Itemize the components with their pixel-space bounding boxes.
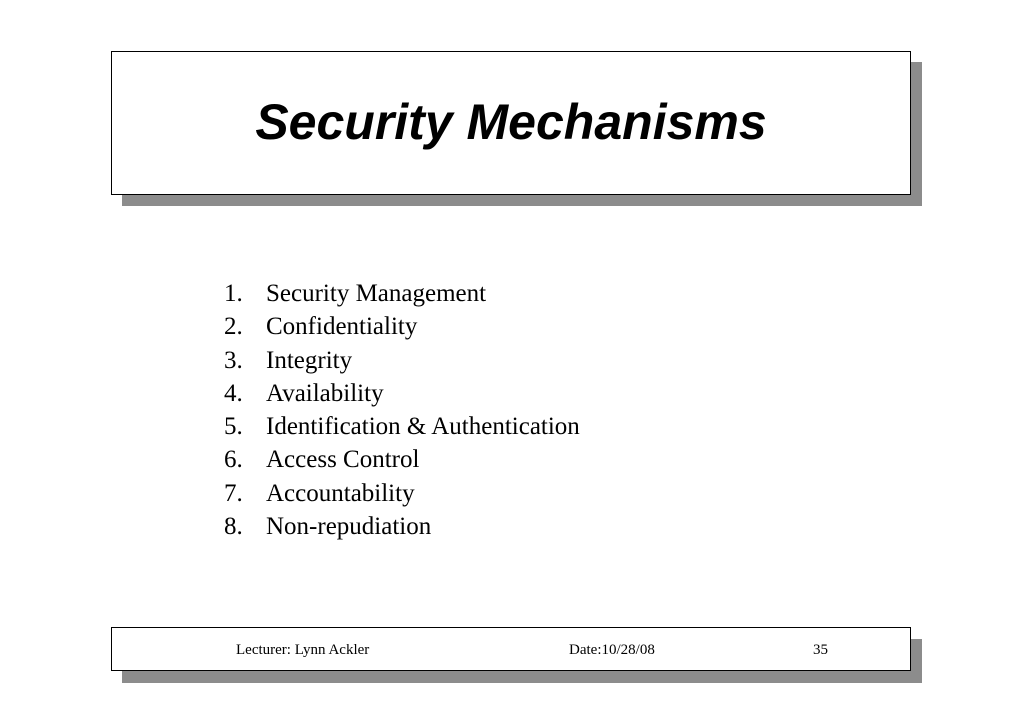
mechanism-list — [224, 277, 580, 543]
list-item-label: Access Control — [266, 446, 420, 474]
list-item-number: 6. — [224, 446, 243, 474]
list-item-number: 7. — [224, 479, 243, 507]
list-item — [224, 310, 580, 343]
list-item — [224, 277, 580, 310]
list-item — [224, 377, 580, 410]
footer-lecturer: Lecturer: Lynn Ackler — [236, 642, 370, 658]
list-item-label: Confidentiality — [266, 313, 418, 341]
list-item-number: 2. — [224, 313, 243, 341]
list-item-label: Identification & Authentication — [266, 413, 580, 441]
list-item-number: 5. — [224, 413, 243, 441]
list-item-label: Integrity — [266, 346, 353, 374]
list-item-number: 8. — [224, 513, 243, 541]
list-item — [224, 443, 580, 476]
list-item — [224, 344, 580, 377]
footer-date: Date:10/28/08 — [569, 642, 655, 658]
title-box — [111, 51, 911, 195]
list-item-label: Security Management — [266, 280, 487, 307]
list-item-label: Accountability — [266, 479, 415, 507]
footer-page-number: 35 — [813, 642, 828, 658]
list-item — [224, 477, 580, 510]
footer-box — [111, 627, 911, 671]
list-item-label: Availability — [266, 379, 384, 407]
list-item-number: 4. — [224, 379, 243, 407]
list-item-label: Non-repudiation — [266, 513, 432, 541]
list-item — [224, 410, 580, 443]
list-item — [224, 510, 580, 543]
list-item-number: 1. — [224, 280, 243, 307]
list-item-number: 3. — [224, 346, 243, 374]
slide-title: Security Mechanisms — [255, 94, 767, 150]
